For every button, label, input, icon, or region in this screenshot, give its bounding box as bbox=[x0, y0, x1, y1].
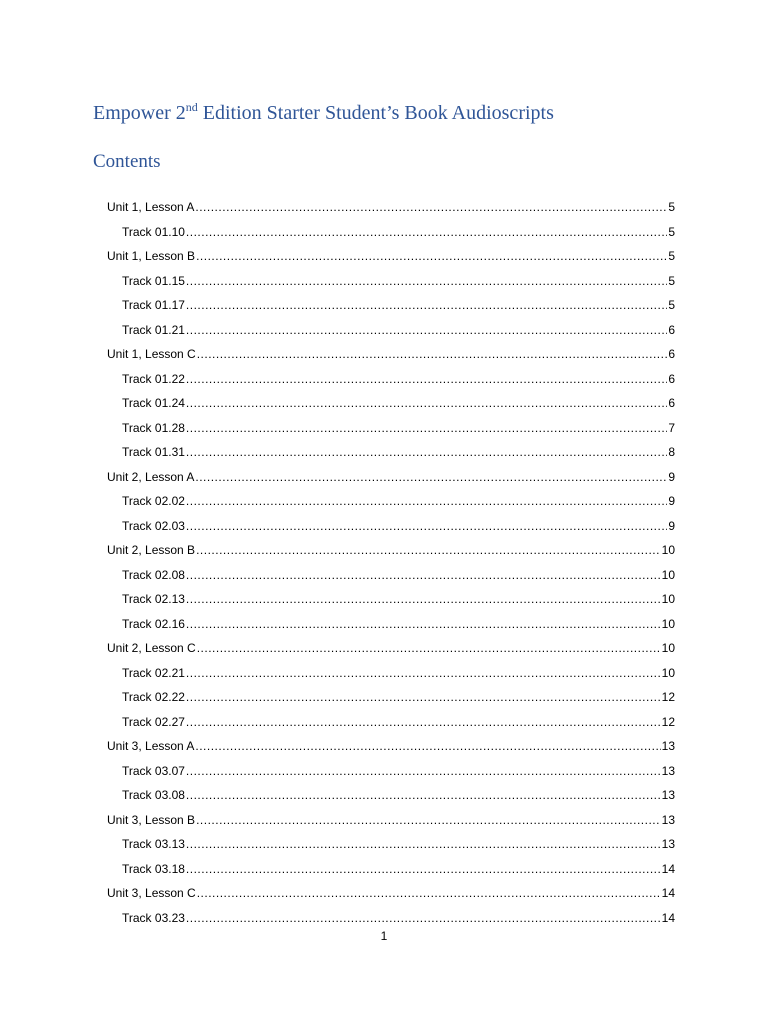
toc-entry-page-number: 13 bbox=[661, 788, 675, 802]
toc-entry-page-number: 6 bbox=[668, 347, 675, 361]
toc-dot-leader bbox=[195, 195, 667, 220]
toc-dot-leader bbox=[186, 587, 661, 612]
toc-entry-page-number: 13 bbox=[661, 763, 675, 778]
toc-dot-leader bbox=[195, 734, 660, 759]
toc-entry-track[interactable] bbox=[107, 367, 675, 392]
toc-entry-label: Track 03.23 bbox=[122, 910, 185, 925]
toc-entry-page-number: 5 bbox=[668, 298, 675, 312]
toc-entry-page-number: 10 bbox=[661, 567, 675, 582]
toc-dot-leader bbox=[195, 465, 667, 490]
toc-entry-track[interactable] bbox=[107, 416, 675, 441]
toc-entry-lesson[interactable] bbox=[107, 342, 675, 367]
toc-dot-leader bbox=[186, 759, 661, 784]
toc-entry-track[interactable] bbox=[107, 759, 675, 784]
document-title bbox=[93, 99, 554, 127]
toc-entry-lesson[interactable] bbox=[107, 538, 675, 563]
toc-entry-label: Unit 3, Lesson A bbox=[107, 739, 195, 753]
toc-entry-page-number: 12 bbox=[661, 714, 675, 729]
table-of-contents bbox=[107, 195, 675, 930]
toc-dot-leader bbox=[186, 416, 667, 441]
toc-entry-label: Track 01.28 bbox=[122, 420, 185, 435]
toc-entry-label: Unit 2, Lesson C bbox=[107, 641, 196, 655]
toc-entry-track[interactable] bbox=[107, 293, 675, 318]
toc-dot-leader bbox=[186, 563, 661, 588]
toc-dot-leader bbox=[186, 685, 661, 710]
title-text-rest: Edition Starter Student’s Book Audioscripts bbox=[197, 102, 554, 124]
toc-entry-page-number: 14 bbox=[661, 861, 675, 876]
title-superscript: nd bbox=[185, 100, 198, 114]
toc-entry-track[interactable] bbox=[107, 857, 675, 882]
page-number: 1 bbox=[380, 929, 388, 943]
toc-dot-leader bbox=[186, 514, 667, 539]
toc-entry-page-number: 8 bbox=[668, 445, 675, 459]
toc-entry-label: Track 01.22 bbox=[122, 371, 185, 386]
toc-dot-leader bbox=[196, 244, 667, 269]
toc-entry-page-number: 6 bbox=[668, 322, 675, 337]
toc-entry-track[interactable] bbox=[107, 906, 675, 931]
toc-entry-track[interactable] bbox=[107, 661, 675, 686]
toc-entry-track[interactable] bbox=[107, 514, 675, 539]
toc-entry-page-number: 14 bbox=[661, 910, 675, 925]
toc-entry-lesson[interactable] bbox=[107, 881, 675, 906]
toc-entry-page-number: 9 bbox=[668, 494, 675, 508]
toc-entry-lesson[interactable] bbox=[107, 734, 675, 759]
contents-heading: Contents bbox=[93, 151, 161, 172]
toc-entry-page-number: 10 bbox=[661, 616, 675, 631]
toc-entry-page-number: 12 bbox=[661, 690, 675, 704]
toc-entry-label: Track 03.07 bbox=[122, 763, 185, 778]
toc-dot-leader bbox=[196, 808, 661, 833]
toc-dot-leader bbox=[197, 342, 668, 367]
toc-entry-label: Unit 3, Lesson B bbox=[107, 812, 196, 827]
toc-entry-label: Track 01.21 bbox=[122, 322, 185, 337]
toc-entry-track[interactable] bbox=[107, 783, 675, 808]
toc-entry-label: Track 03.08 bbox=[122, 788, 185, 802]
toc-entry-page-number: 13 bbox=[661, 812, 675, 827]
toc-entry-page-number: 6 bbox=[668, 396, 675, 410]
toc-entry-label: Track 01.24 bbox=[122, 396, 185, 410]
toc-entry-page-number: 10 bbox=[661, 665, 675, 680]
toc-entry-page-number: 9 bbox=[668, 518, 675, 533]
toc-dot-leader bbox=[186, 440, 667, 465]
toc-entry-label: Track 03.13 bbox=[122, 837, 185, 851]
toc-entry-label: Track 01.15 bbox=[122, 273, 185, 288]
toc-entry-label: Track 02.16 bbox=[122, 616, 185, 631]
toc-entry-label: Unit 3, Lesson C bbox=[107, 886, 196, 900]
toc-entry-track[interactable] bbox=[107, 563, 675, 588]
toc-entry-page-number: 10 bbox=[661, 592, 675, 606]
toc-entry-label: Track 02.13 bbox=[122, 592, 185, 606]
toc-dot-leader bbox=[186, 391, 667, 416]
toc-entry-label: Unit 2, Lesson A bbox=[107, 469, 195, 484]
toc-entry-track[interactable] bbox=[107, 832, 675, 857]
toc-entry-label: Track 02.21 bbox=[122, 665, 185, 680]
toc-dot-leader bbox=[186, 906, 661, 931]
toc-entry-lesson[interactable] bbox=[107, 244, 675, 269]
toc-entry-track[interactable] bbox=[107, 489, 675, 514]
toc-entry-page-number: 10 bbox=[661, 543, 675, 557]
toc-entry-lesson[interactable] bbox=[107, 636, 675, 661]
toc-dot-leader bbox=[186, 489, 667, 514]
toc-dot-leader bbox=[186, 710, 661, 735]
toc-entry-track[interactable] bbox=[107, 710, 675, 735]
toc-entry-label: Track 01.10 bbox=[122, 224, 185, 239]
toc-dot-leader bbox=[186, 318, 667, 343]
toc-dot-leader bbox=[186, 220, 667, 245]
toc-dot-leader bbox=[186, 661, 661, 686]
toc-entry-page-number: 13 bbox=[661, 837, 675, 851]
toc-entry-track[interactable] bbox=[107, 391, 675, 416]
toc-entry-page-number: 13 bbox=[661, 739, 675, 753]
toc-entry-page-number: 5 bbox=[668, 273, 675, 288]
toc-entry-track[interactable] bbox=[107, 220, 675, 245]
toc-entry-page-number: 10 bbox=[661, 641, 675, 655]
toc-entry-track[interactable] bbox=[107, 685, 675, 710]
toc-entry-page-number: 7 bbox=[668, 420, 675, 435]
toc-dot-leader bbox=[186, 367, 667, 392]
toc-entry-page-number: 14 bbox=[661, 886, 675, 900]
toc-entry-track[interactable] bbox=[107, 269, 675, 294]
toc-entry-label: Track 02.03 bbox=[122, 518, 185, 533]
toc-entry-lesson[interactable] bbox=[107, 465, 675, 490]
toc-entry-lesson[interactable] bbox=[107, 195, 675, 220]
toc-entry-label: Unit 1, Lesson C bbox=[107, 347, 196, 361]
toc-entry-label: Track 02.02 bbox=[122, 494, 185, 508]
toc-dot-leader bbox=[186, 857, 661, 882]
toc-entry-label: Unit 1, Lesson B bbox=[107, 249, 196, 263]
toc-dot-leader bbox=[186, 783, 661, 808]
toc-entry-track[interactable] bbox=[107, 318, 675, 343]
toc-entry-label: Unit 1, Lesson A bbox=[107, 200, 195, 214]
toc-entry-track[interactable] bbox=[107, 440, 675, 465]
toc-entry-track[interactable] bbox=[107, 587, 675, 612]
toc-entry-label: Track 01.17 bbox=[122, 298, 185, 312]
toc-entry-lesson[interactable] bbox=[107, 808, 675, 833]
toc-dot-leader bbox=[196, 538, 661, 563]
toc-entry-label: Track 02.22 bbox=[122, 690, 185, 704]
toc-entry-page-number: 5 bbox=[668, 249, 675, 263]
title-text-main: Empower 2 bbox=[93, 102, 186, 124]
toc-dot-leader bbox=[186, 293, 667, 318]
toc-dot-leader bbox=[197, 881, 661, 906]
toc-entry-label: Track 01.31 bbox=[122, 445, 185, 459]
toc-entry-page-number: 6 bbox=[668, 371, 675, 386]
toc-dot-leader bbox=[186, 612, 661, 637]
toc-entry-page-number: 5 bbox=[668, 224, 675, 239]
toc-dot-leader bbox=[186, 269, 667, 294]
toc-entry-page-number: 9 bbox=[668, 469, 675, 484]
toc-entry-label: Track 03.18 bbox=[122, 861, 185, 876]
toc-entry-label: Track 02.27 bbox=[122, 714, 185, 729]
toc-entry-label: Unit 2, Lesson B bbox=[107, 543, 196, 557]
toc-dot-leader bbox=[186, 832, 661, 857]
toc-dot-leader bbox=[197, 636, 661, 661]
toc-entry-page-number: 5 bbox=[668, 200, 675, 214]
toc-entry-label: Track 02.08 bbox=[122, 567, 185, 582]
toc-entry-track[interactable] bbox=[107, 612, 675, 637]
